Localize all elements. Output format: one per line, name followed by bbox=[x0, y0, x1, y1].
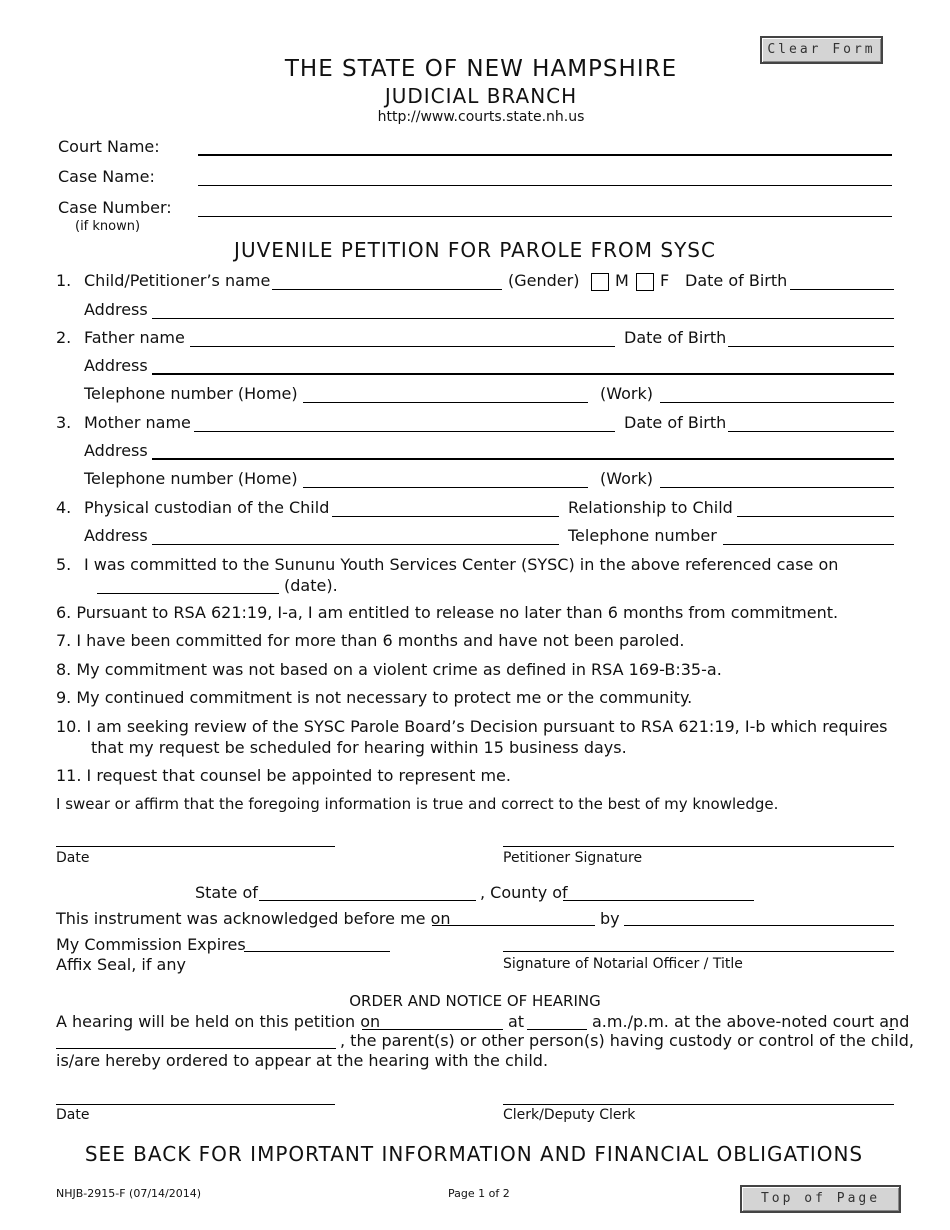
child-address-label: Address bbox=[84, 300, 148, 319]
affix-seal-label: Affix Seal, if any bbox=[56, 955, 186, 974]
order-date-field[interactable] bbox=[56, 1104, 335, 1105]
custodian-telephone-label: Telephone number bbox=[568, 526, 717, 545]
father-tel-home-label: Telephone number (Home) bbox=[84, 384, 298, 403]
custodian-label: Physical custodian of the Child bbox=[84, 498, 330, 517]
petitioner-signature-field[interactable] bbox=[503, 846, 894, 847]
order-line-1b: at bbox=[508, 1012, 525, 1031]
statement-10-cont: that my request be scheduled for hearing within 15 business days. bbox=[91, 738, 627, 757]
state-heading: THE STATE OF NEW HAMPSHIRE bbox=[284, 56, 678, 82]
item-number-2: 2. bbox=[56, 328, 72, 347]
court-url: http://www.courts.state.nh.us bbox=[377, 109, 585, 125]
notary-county-field[interactable] bbox=[563, 900, 754, 901]
relationship-field[interactable] bbox=[737, 516, 894, 517]
case-name-label: Case Name: bbox=[58, 167, 155, 186]
statement-10: 10. I am seeking review of the SYSC Parole Board’s Decision pursuant to RSA 621:19, I-b which requires bbox=[56, 717, 888, 736]
father-dob-label: Date of Birth bbox=[624, 328, 727, 347]
child-name-field[interactable] bbox=[272, 289, 502, 290]
child-address-field[interactable] bbox=[152, 318, 894, 319]
gender-label: (Gender) bbox=[508, 271, 580, 290]
notary-by-field[interactable] bbox=[624, 925, 894, 926]
father-dob-field[interactable] bbox=[728, 346, 894, 347]
petition-date-field[interactable] bbox=[56, 846, 335, 847]
hearing-court-field-cont[interactable] bbox=[56, 1048, 336, 1049]
gender-f-label: F bbox=[660, 271, 670, 290]
mother-tel-home-label: Telephone number (Home) bbox=[84, 469, 298, 488]
item-number-4: 4. bbox=[56, 498, 72, 517]
notary-ack-date-field[interactable] bbox=[432, 925, 595, 926]
father-address-field[interactable] bbox=[152, 373, 894, 375]
commitment-date-field[interactable] bbox=[97, 593, 279, 594]
clerk-signature-label: Clerk/Deputy Clerk bbox=[503, 1107, 636, 1123]
order-line-2: , the parent(s) or other person(s) having custody or control of the child, bbox=[340, 1031, 914, 1050]
item-number-5: 5. bbox=[56, 555, 72, 574]
case-name-field[interactable] bbox=[198, 185, 892, 186]
custodian-telephone-field[interactable] bbox=[723, 544, 894, 545]
hearing-date-field[interactable] bbox=[362, 1029, 503, 1030]
gender-m-label: M bbox=[615, 271, 629, 290]
top-of-page-button[interactable]: Top of Page bbox=[740, 1185, 901, 1213]
statement-9: 9. My continued commitment is not necessary to protect me or the community. bbox=[56, 688, 693, 707]
hearing-court-field[interactable] bbox=[889, 1029, 894, 1030]
statement-11: 11. I request that counsel be appointed to represent me. bbox=[56, 766, 511, 785]
clear-form-button[interactable]: Clear Form bbox=[760, 36, 883, 64]
mother-name-label: Mother name bbox=[84, 413, 191, 432]
statement-7: 7. I have been committed for more than 6 months and have not been paroled. bbox=[56, 631, 685, 650]
order-title: ORDER AND NOTICE OF HEARING bbox=[349, 992, 601, 1010]
child-dob-field[interactable] bbox=[790, 289, 894, 290]
statement-5-date: (date). bbox=[284, 576, 338, 595]
petitioner-signature-label: Petitioner Signature bbox=[503, 850, 643, 866]
notary-county-label: , County of bbox=[480, 883, 568, 902]
form-number: NHJB-2915-F (07/14/2014) bbox=[56, 1187, 202, 1200]
custodian-address-label: Address bbox=[84, 526, 148, 545]
mother-name-field[interactable] bbox=[194, 431, 615, 432]
see-back-notice: SEE BACK FOR IMPORTANT INFORMATION AND FINANCIAL OBLIGATIONS bbox=[84, 1142, 864, 1166]
relationship-label: Relationship to Child bbox=[568, 498, 733, 517]
form-title: JUVENILE PETITION FOR PAROLE FROM SYSC bbox=[234, 238, 716, 262]
case-number-label: Case Number: bbox=[58, 198, 172, 217]
father-work-field[interactable] bbox=[660, 402, 894, 403]
custodian-field[interactable] bbox=[332, 516, 559, 517]
oath-text: I swear or affirm that the foregoing information is true and correct to the best of my knowledge. bbox=[56, 795, 779, 813]
child-name-label: Child/Petitioner’s name bbox=[84, 271, 271, 290]
notary-state-label: State of bbox=[195, 883, 258, 902]
clerk-signature-field[interactable] bbox=[503, 1104, 894, 1105]
notary-signature-label: Signature of Notarial Officer / Title bbox=[503, 956, 743, 972]
petition-date-label: Date bbox=[56, 850, 90, 866]
notary-by-label: by bbox=[600, 909, 620, 928]
statement-8: 8. My commitment was not based on a violent crime as defined in RSA 169-B:35-a. bbox=[56, 660, 722, 679]
order-date-label: Date bbox=[56, 1107, 90, 1123]
father-name-field[interactable] bbox=[190, 346, 615, 347]
statement-6: 6. Pursuant to RSA 621:19, I-a, I am entitled to release no later than 6 months from commitment. bbox=[56, 603, 839, 622]
mother-dob-label: Date of Birth bbox=[624, 413, 727, 432]
gender-f-checkbox[interactable] bbox=[636, 273, 654, 291]
father-work-label: (Work) bbox=[600, 384, 653, 403]
mother-address-field[interactable] bbox=[152, 458, 894, 460]
mother-dob-field[interactable] bbox=[728, 431, 894, 432]
mother-tel-home-field[interactable] bbox=[303, 487, 588, 488]
court-name-field[interactable] bbox=[198, 154, 892, 156]
father-tel-home-field[interactable] bbox=[303, 402, 588, 403]
mother-work-field[interactable] bbox=[660, 487, 894, 488]
item-number-1: 1. bbox=[56, 271, 72, 290]
order-line-1c: a.m./p.m. at the above-noted court and bbox=[592, 1012, 910, 1031]
notary-state-field[interactable] bbox=[259, 900, 476, 901]
if-known-note: (if known) bbox=[75, 219, 141, 234]
commission-expires-field[interactable] bbox=[244, 951, 390, 952]
order-line-3: is/are hereby ordered to appear at the hearing with the child. bbox=[56, 1051, 549, 1070]
statement-5: I was committed to the Sununu Youth Services Center (SYSC) in the above referenced case on bbox=[84, 555, 839, 574]
commission-expires-label: My Commission Expires bbox=[56, 935, 246, 954]
gender-m-checkbox[interactable] bbox=[591, 273, 609, 291]
mother-address-label: Address bbox=[84, 441, 148, 460]
father-name-label: Father name bbox=[84, 328, 185, 347]
notary-ack-label: This instrument was acknowledged before me on bbox=[56, 909, 451, 928]
page-number: Page 1 of 2 bbox=[448, 1187, 510, 1200]
item-number-3: 3. bbox=[56, 413, 72, 432]
notary-signature-field[interactable] bbox=[503, 951, 894, 952]
child-dob-label: Date of Birth bbox=[685, 271, 788, 290]
branch-heading: JUDICIAL BRANCH bbox=[384, 84, 578, 108]
mother-work-label: (Work) bbox=[600, 469, 653, 488]
custodian-address-field[interactable] bbox=[152, 544, 559, 545]
order-line-1a: A hearing will be held on this petition on bbox=[56, 1012, 381, 1031]
father-address-label: Address bbox=[84, 356, 148, 375]
hearing-time-field[interactable] bbox=[527, 1029, 587, 1030]
court-name-label: Court Name: bbox=[58, 137, 160, 156]
case-number-field[interactable] bbox=[198, 216, 892, 217]
